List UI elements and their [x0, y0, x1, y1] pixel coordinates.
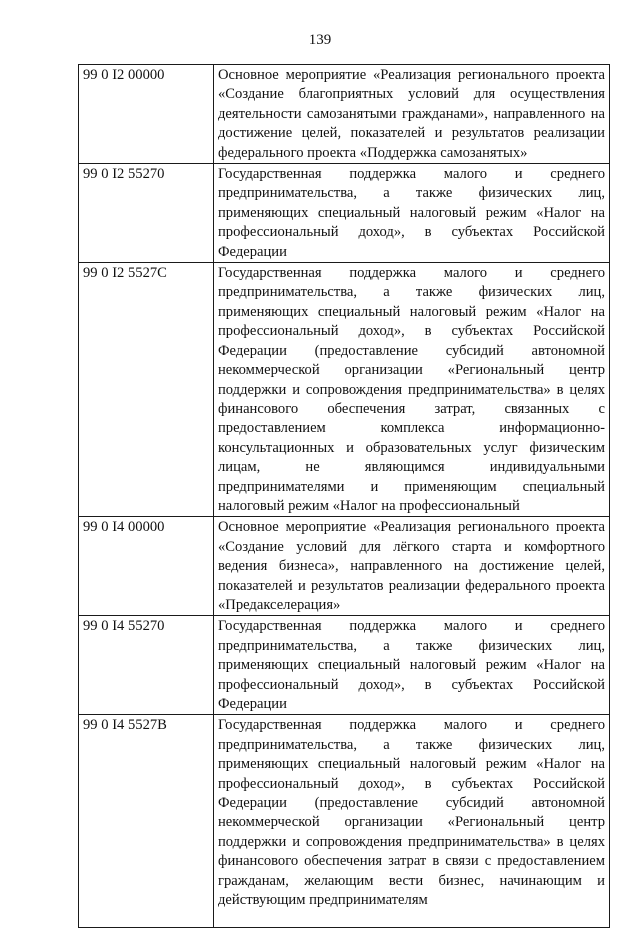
classification-code: 99 0 I4 5527В	[79, 715, 214, 928]
table-row	[79, 65, 610, 164]
table-row	[79, 517, 610, 616]
table-row	[79, 715, 610, 928]
classification-code: 99 0 I4 55270	[79, 616, 214, 715]
classification-description: Государственная поддержка малого и среднего предпринимательства, а также физических лиц, применяющих специальный налоговый режим «Налог на профессиональный доход», в субъектах Российской Федерации (предоставление субсидий автономной некоммерческой организации «Региональный центр поддержки и сопровождения предпринимательства» в целях финансового обеспечения затрат в связи с предоставлением гражданам, желающим вести бизнес, начинающим и действующим предпринимателям	[218, 717, 605, 909]
table-row	[79, 164, 610, 263]
classification-code: 99 0 I2 5527С	[79, 263, 214, 517]
classification-code: 99 0 I2 55270	[79, 164, 214, 263]
classification-code: 99 0 I2 00000	[79, 65, 214, 164]
classification-code: 99 0 I4 00000	[79, 517, 214, 616]
classification-description: Государственная поддержка малого и среднего предпринимательства, а также физических лиц, применяющих специальный налоговый режим «Налог на профессиональный доход», в субъектах Российской Федерации	[214, 616, 610, 715]
page-number: 139	[308, 32, 332, 48]
table-row	[79, 263, 610, 517]
classification-description: Государственная поддержка малого и среднего предпринимательства, а также физических лиц, применяющих специальный налоговый режим «Налог на профессиональный доход», в субъектах Российской Федерации (предоставление субсидий автономной некоммерческой организации «Региональный центр поддержки и сопровождения предпринимательства» в целях финансового обеспечения затрат, связанных с предоставлением комплекса информационно-консультационных и образовательных услуг физическим лицам, не являющимся индивидуальными предпринимателями и применяющим специальный налоговый режим «Налог на профессиональный	[214, 263, 610, 517]
classification-description: Государственная поддержка малого и среднего предпринимательства, а также физических лиц, применяющих специальный налоговый режим «Налог на профессиональный доход», в субъектах Российской Федерации	[214, 164, 610, 263]
budget-classification-table	[78, 64, 610, 928]
table-row	[79, 616, 610, 715]
classification-description: Основное мероприятие «Реализация регионального проекта «Создание условий для лёгкого старта и комфортного ведения бизнеса», направленного на достижение целей, показателей и результатов реализации федерального проекта «Предакселерация»	[214, 517, 610, 616]
classification-description-cell	[214, 715, 610, 928]
classification-description: Основное мероприятие «Реализация регионального проекта «Создание благоприятных условий для осуществления деятельности самозанятыми гражданами», направленного на достижение целей, показателей и результатов реализации федерального проекта «Поддержка самозанятых»	[214, 65, 610, 164]
